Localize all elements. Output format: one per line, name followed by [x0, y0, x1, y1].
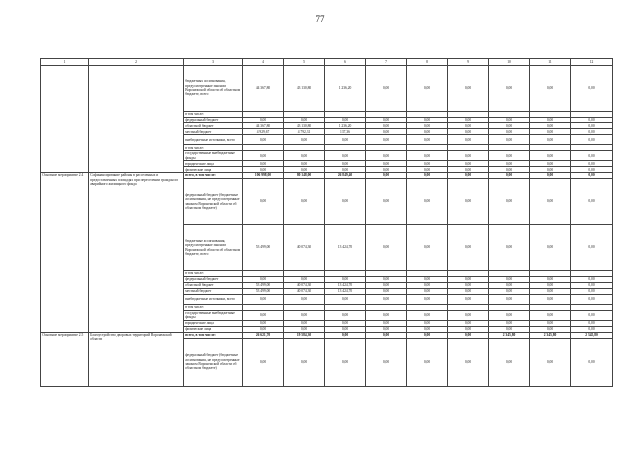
- amount-cell: 0,00: [530, 167, 571, 173]
- amount-cell: 0,00: [325, 151, 366, 161]
- funding-source-cell: всего, в том числе:: [184, 332, 243, 338]
- header-cell: 6: [325, 59, 366, 66]
- amount-cell: 0,00: [530, 338, 571, 386]
- amount-cell: 0,00: [284, 326, 325, 332]
- amount-cell: 0,00: [571, 294, 613, 304]
- amount-cell: 0,00: [284, 276, 325, 282]
- amount-cell: 0,00: [407, 173, 448, 179]
- amount-cell: 0,00: [571, 117, 613, 123]
- amount-cell: 0,00: [448, 294, 489, 304]
- amount-cell: 0,00: [530, 179, 571, 225]
- amount-cell: 0,00: [366, 332, 407, 338]
- amount-cell: 0,00: [325, 338, 366, 386]
- amount-cell: 0,00: [571, 167, 613, 173]
- funding-source-cell: внебюджетные источники, всего: [184, 294, 243, 304]
- amount-cell: 43 130,80: [284, 65, 325, 111]
- amount-cell: 0,00: [325, 276, 366, 282]
- amount-cell: 0,00: [448, 288, 489, 294]
- amount-cell: 0,00: [243, 167, 284, 173]
- amount-cell: 0,00: [530, 123, 571, 129]
- amount-cell: 0,00: [366, 117, 407, 123]
- activity-name-cell: [41, 65, 89, 173]
- amount-cell: 0,00: [448, 326, 489, 332]
- amount-cell: 0,00: [366, 310, 407, 320]
- amount-cell: 0,00: [366, 173, 407, 179]
- amount-cell: 0,00: [448, 332, 489, 338]
- amount-cell: 0,00: [448, 225, 489, 271]
- amount-cell: 0,00: [489, 338, 530, 386]
- funding-source-cell: бюджетные ассигнования, предусмотренные законом Воронежской области об областном бюджете, всего: [184, 225, 243, 271]
- amount-cell: 43 130,80: [284, 123, 325, 129]
- amount-cell: 0,00: [366, 65, 407, 111]
- amount-cell: 0,00: [530, 320, 571, 326]
- amount-cell: 44 367,80: [243, 123, 284, 129]
- amount-cell: 0,00: [489, 117, 530, 123]
- amount-cell: 0,00: [448, 173, 489, 179]
- funding-source-cell: федеральный бюджет (бюджетные ассигнования, не предусмотренные законом Воронежской области об областном бюджете): [184, 179, 243, 225]
- funding-source-cell: федеральный бюджет (бюджетные ассигнования, не предусмотренные законом Воронежской области об областном бюджете): [184, 338, 243, 386]
- amount-cell: 0,00: [571, 129, 613, 135]
- amount-cell: 0,00: [489, 310, 530, 320]
- amount-cell: 0,00: [243, 135, 284, 145]
- amount-cell: 0,00: [407, 332, 448, 338]
- amount-cell: 0,00: [407, 65, 448, 111]
- amount-cell: 40 074,30: [284, 282, 325, 288]
- amount-cell: 0,00: [530, 135, 571, 145]
- amount-cell: 0,00: [366, 167, 407, 173]
- amount-cell: 0,00: [284, 179, 325, 225]
- header-row: [41, 59, 613, 66]
- amount-cell: 0,00: [489, 123, 530, 129]
- funding-source-cell: местный бюджет: [184, 288, 243, 294]
- amount-cell: 0,00: [366, 135, 407, 145]
- amount-cell: 0,00: [530, 129, 571, 135]
- amount-cell: 0,00: [489, 179, 530, 225]
- amount-cell: 0,00: [489, 129, 530, 135]
- amount-cell: 0,00: [489, 161, 530, 167]
- amount-cell: 0,00: [489, 282, 530, 288]
- activity-description-cell: Благоустройство дворовых территорий Воронежской области: [89, 332, 184, 386]
- funding-source-cell: государственные внебюджетные фонды: [184, 151, 243, 161]
- amount-cell: 0,00: [571, 161, 613, 167]
- amount-cell: 0,00: [407, 167, 448, 173]
- amount-cell: 2 345,80: [571, 332, 613, 338]
- amount-cell: 0,00: [571, 310, 613, 320]
- amount-cell: 0,00: [325, 179, 366, 225]
- amount-cell: 0,00: [448, 167, 489, 173]
- page-number: 77: [315, 14, 325, 24]
- amount-cell: 4 792,31: [284, 129, 325, 135]
- amount-cell: 0,00: [366, 320, 407, 326]
- amount-cell: 0,00: [366, 294, 407, 304]
- amount-cell: 44 367,80: [243, 65, 284, 111]
- amount-cell: 0,00: [489, 225, 530, 271]
- amount-cell: 0,00: [325, 332, 366, 338]
- amount-cell: 0,00: [366, 161, 407, 167]
- activity-name-cell: Основное мероприятие 2.4: [41, 173, 89, 332]
- amount-cell: 0,00: [243, 338, 284, 386]
- amount-cell: 0,00: [366, 225, 407, 271]
- amount-cell: 0,00: [489, 151, 530, 161]
- amount-cell: 0,00: [448, 65, 489, 111]
- amount-cell: 2 345,80: [530, 332, 571, 338]
- amount-cell: 26 621,70: [243, 332, 284, 338]
- amount-cell: 0,00: [530, 173, 571, 179]
- budget-table: [40, 58, 613, 387]
- amount-cell: 1 236,20: [325, 65, 366, 111]
- amount-cell: 0,00: [571, 225, 613, 271]
- amount-cell: 0,00: [489, 173, 530, 179]
- amount-cell: 0,00: [366, 288, 407, 294]
- amount-cell: 0,00: [571, 338, 613, 386]
- amount-cell: 0,00: [366, 123, 407, 129]
- amount-cell: 0,00: [530, 282, 571, 288]
- header-cell: 8: [407, 59, 448, 66]
- amount-cell: 0,00: [243, 310, 284, 320]
- amount-cell: 0,00: [407, 288, 448, 294]
- amount-cell: 0,00: [530, 225, 571, 271]
- funding-source-cell: федеральный бюджет: [184, 276, 243, 282]
- amount-cell: 0,00: [243, 117, 284, 123]
- activity-description-cell: Софинансирование районы в расселенных и предоставленных площадях при переселении граждан из аварийного жилищного фонда: [89, 173, 184, 332]
- amount-cell: 0,00: [243, 326, 284, 332]
- amount-cell: 4 929,67: [243, 129, 284, 135]
- amount-cell: 40 074,30: [284, 225, 325, 271]
- amount-cell: 0,00: [284, 151, 325, 161]
- funding-source-cell: государственные внебюджетные фонды: [184, 310, 243, 320]
- amount-cell: 0,00: [448, 151, 489, 161]
- header-cell: 5: [284, 59, 325, 66]
- amount-cell: 0,00: [530, 276, 571, 282]
- amount-cell: 0,00: [407, 338, 448, 386]
- activity-description-cell: [89, 65, 184, 173]
- amount-cell: 0,00: [325, 310, 366, 320]
- activity-name-cell: Основное мероприятие 2.5: [41, 332, 89, 386]
- amount-cell: 19 584,30: [284, 332, 325, 338]
- header-cell: 2: [89, 59, 184, 66]
- amount-cell: 0,00: [489, 326, 530, 332]
- header-cell: 1: [41, 59, 89, 66]
- funding-source-cell: федеральный бюджет: [184, 117, 243, 123]
- amount-cell: 0,00: [489, 288, 530, 294]
- funding-source-cell: юридические лица: [184, 161, 243, 167]
- amount-cell: 0,00: [571, 288, 613, 294]
- header-cell: 7: [366, 59, 407, 66]
- amount-cell: 0,00: [448, 117, 489, 123]
- amount-cell: 0,00: [571, 276, 613, 282]
- funding-source-cell: областной бюджет: [184, 282, 243, 288]
- amount-cell: 0,00: [530, 117, 571, 123]
- amount-cell: 0,00: [284, 117, 325, 123]
- header-cell: 12: [571, 59, 613, 66]
- amount-cell: 0,00: [448, 338, 489, 386]
- funding-source-cell: в том числе:: [184, 304, 243, 310]
- amount-cell: 53 499,00: [243, 225, 284, 271]
- amount-cell: 0,00: [284, 135, 325, 145]
- header-cell: 4: [243, 59, 284, 66]
- amount-cell: 0,00: [407, 123, 448, 129]
- funding-source-cell: всего, в том числе:: [184, 173, 243, 179]
- amount-cell: 0,00: [284, 294, 325, 304]
- funding-source-cell: физические лица: [184, 167, 243, 173]
- amount-cell: 0,00: [489, 320, 530, 326]
- amount-cell: 0,00: [530, 288, 571, 294]
- funding-source-cell: физические лица: [184, 326, 243, 332]
- amount-cell: 0,00: [448, 123, 489, 129]
- table-row: [41, 65, 613, 111]
- amount-cell: 0,00: [448, 320, 489, 326]
- amount-cell: 1 236,20: [325, 123, 366, 129]
- amount-cell: 0,00: [325, 135, 366, 145]
- funding-source-cell: местный бюджет: [184, 129, 243, 135]
- amount-cell: 13 424,70: [325, 225, 366, 271]
- amount-cell: 0,00: [407, 161, 448, 167]
- amount-cell: 0,00: [325, 161, 366, 167]
- amount-cell: 13 424,70: [325, 282, 366, 288]
- funding-source-cell: в том числе:: [184, 111, 243, 117]
- amount-cell: 0,00: [571, 65, 613, 111]
- header-cell: 10: [489, 59, 530, 66]
- amount-cell: 13 424,70: [325, 288, 366, 294]
- amount-cell: 53 499,00: [243, 288, 284, 294]
- amount-cell: 0,00: [366, 151, 407, 161]
- header-cell: 3: [184, 59, 243, 66]
- amount-cell: 0,00: [407, 282, 448, 288]
- amount-cell: 137,36: [325, 129, 366, 135]
- amount-cell: 0,00: [407, 326, 448, 332]
- amount-cell: 0,00: [448, 129, 489, 135]
- amount-cell: 0,00: [571, 326, 613, 332]
- amount-cell: 0,00: [407, 276, 448, 282]
- amount-cell: 0,00: [407, 320, 448, 326]
- amount-cell: 0,00: [571, 179, 613, 225]
- amount-cell: 106 998,00: [243, 173, 284, 179]
- amount-cell: 0,00: [489, 65, 530, 111]
- amount-cell: 0,00: [407, 117, 448, 123]
- amount-cell: 0,00: [571, 282, 613, 288]
- amount-cell: 0,00: [448, 276, 489, 282]
- amount-cell: 0,00: [325, 320, 366, 326]
- amount-cell: 0,00: [366, 282, 407, 288]
- amount-cell: 0,00: [407, 135, 448, 145]
- amount-cell: 0,00: [407, 225, 448, 271]
- amount-cell: 0,00: [325, 294, 366, 304]
- amount-cell: 40 074,30: [284, 288, 325, 294]
- amount-cell: 0,00: [284, 320, 325, 326]
- amount-cell: 0,00: [243, 179, 284, 225]
- amount-cell: 0,00: [284, 167, 325, 173]
- amount-cell: 0,00: [243, 320, 284, 326]
- amount-cell: 0,00: [243, 276, 284, 282]
- amount-cell: 0,00: [489, 276, 530, 282]
- amount-cell: 0,00: [366, 338, 407, 386]
- amount-cell: 0,00: [243, 294, 284, 304]
- header-cell: 9: [448, 59, 489, 66]
- amount-cell: 0,00: [366, 326, 407, 332]
- amount-cell: 0,00: [571, 173, 613, 179]
- amount-cell: 0,00: [448, 310, 489, 320]
- amount-cell: 0,00: [448, 282, 489, 288]
- funding-source-cell: юридические лица: [184, 320, 243, 326]
- amount-cell: 2 345,80: [489, 332, 530, 338]
- amount-cell: 0,00: [530, 310, 571, 320]
- funding-source-cell: в том числе:: [184, 145, 243, 151]
- amount-cell: 0,00: [530, 161, 571, 167]
- amount-cell: 0,00: [448, 179, 489, 225]
- amount-cell: 0,00: [284, 161, 325, 167]
- funding-source-cell: внебюджетные источники, всего: [184, 135, 243, 145]
- amount-cell: 0,00: [489, 294, 530, 304]
- amount-cell: 0,00: [325, 117, 366, 123]
- funding-source-cell: бюджетных ассигнования, предусмотренные законом Воронежской области об областном бюджете, всего: [184, 65, 243, 111]
- amount-cell: 0,00: [571, 320, 613, 326]
- amount-cell: 0,00: [448, 135, 489, 145]
- amount-cell: 26 849,40: [325, 173, 366, 179]
- amount-cell: 0,00: [407, 151, 448, 161]
- amount-cell: 0,00: [325, 167, 366, 173]
- amount-cell: 0,00: [284, 338, 325, 386]
- amount-cell: 0,00: [407, 294, 448, 304]
- funding-source-cell: областной бюджет: [184, 123, 243, 129]
- amount-cell: 0,00: [366, 129, 407, 135]
- amount-cell: 0,00: [530, 151, 571, 161]
- amount-cell: 0,00: [530, 65, 571, 111]
- amount-cell: 0,00: [284, 310, 325, 320]
- amount-cell: 0,00: [366, 276, 407, 282]
- amount-cell: 0,00: [571, 135, 613, 145]
- amount-cell: 0,00: [243, 161, 284, 167]
- amount-cell: 0,00: [243, 151, 284, 161]
- amount-cell: 0,00: [407, 179, 448, 225]
- amount-cell: 0,00: [366, 179, 407, 225]
- amount-cell: 0,00: [489, 135, 530, 145]
- amount-cell: 0,00: [530, 326, 571, 332]
- amount-cell: 0,00: [571, 123, 613, 129]
- amount-cell: 0,00: [530, 294, 571, 304]
- amount-cell: 0,00: [325, 326, 366, 332]
- funding-source-cell: в том числе:: [184, 271, 243, 277]
- amount-cell: 0,00: [571, 151, 613, 161]
- amount-cell: 0,00: [407, 129, 448, 135]
- amount-cell: 80 148,00: [284, 173, 325, 179]
- header-cell: 11: [530, 59, 571, 66]
- amount-cell: 0,00: [489, 167, 530, 173]
- amount-cell: 0,00: [407, 310, 448, 320]
- amount-cell: 0,00: [448, 161, 489, 167]
- amount-cell: 53 499,00: [243, 282, 284, 288]
